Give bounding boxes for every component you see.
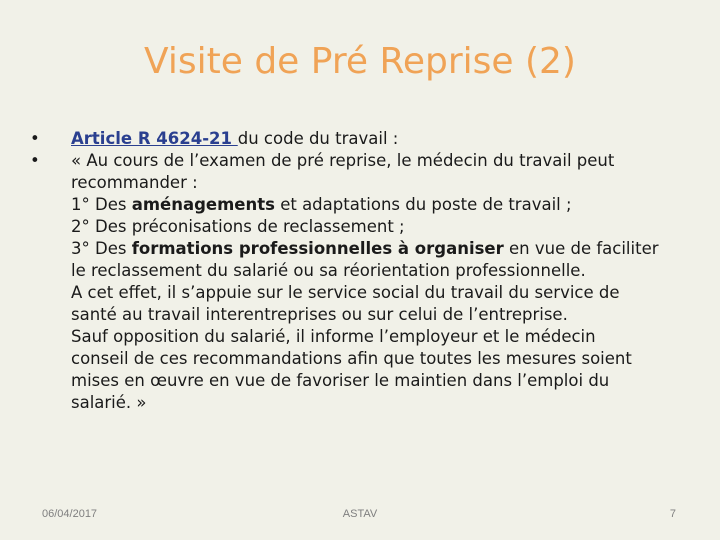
quote-line: santé au travail interentreprises ou sur celui de l’entreprise. — [71, 305, 568, 324]
quote-text: 1° Des — [71, 195, 132, 214]
footer-page-number: 7 — [669, 508, 676, 520]
quote-line: conseil de ces recommandations afin que toutes les mesures soient — [71, 349, 632, 368]
quote-emphasis: formations professionnelles à organiser — [131, 239, 504, 258]
bullet-item-article — [30, 128, 690, 150]
quote-line: « Au cours de l’examen de pré reprise, le médecin du travail peut — [71, 151, 615, 170]
footer-date: 06/04/2017 — [42, 508, 98, 520]
quote-line: A cet effet, il s’appuie sur le service social du travail du service de — [71, 283, 620, 302]
slide-title: Visite de Pré Reprise (2) — [144, 41, 576, 82]
bullet-icon: • — [30, 129, 40, 148]
article-text: du code du travail : — [237, 129, 399, 148]
quote-line — [71, 194, 690, 216]
footer-organization: ASTAV — [342, 508, 378, 520]
quote-line: 2° Des préconisations de reclassement ; — [71, 217, 405, 236]
quote-line: le reclassement du salarié ou sa réorientation professionnelle. — [71, 261, 586, 280]
quote-text: 3° Des — [71, 239, 132, 258]
quote-text: et adaptations du poste de travail ; — [274, 195, 572, 214]
quote-line: mises en œuvre en vue de favoriser le maintien dans l’emploi du — [71, 371, 610, 390]
bullet-item-quote — [30, 150, 690, 414]
quote-text: en vue de faciliter — [503, 239, 659, 258]
quote-line: Sauf opposition du salarié, il informe l’employeur et le médecin — [71, 327, 596, 346]
quote-line: recommander : — [71, 173, 198, 192]
quote-line — [71, 238, 690, 260]
article-link[interactable]: Article R 4624-21 — [71, 129, 238, 148]
slide-body — [30, 128, 690, 414]
quote-line: salarié. » — [71, 393, 147, 412]
quote-emphasis: aménagements — [131, 195, 275, 214]
bullet-icon: • — [30, 151, 40, 170]
